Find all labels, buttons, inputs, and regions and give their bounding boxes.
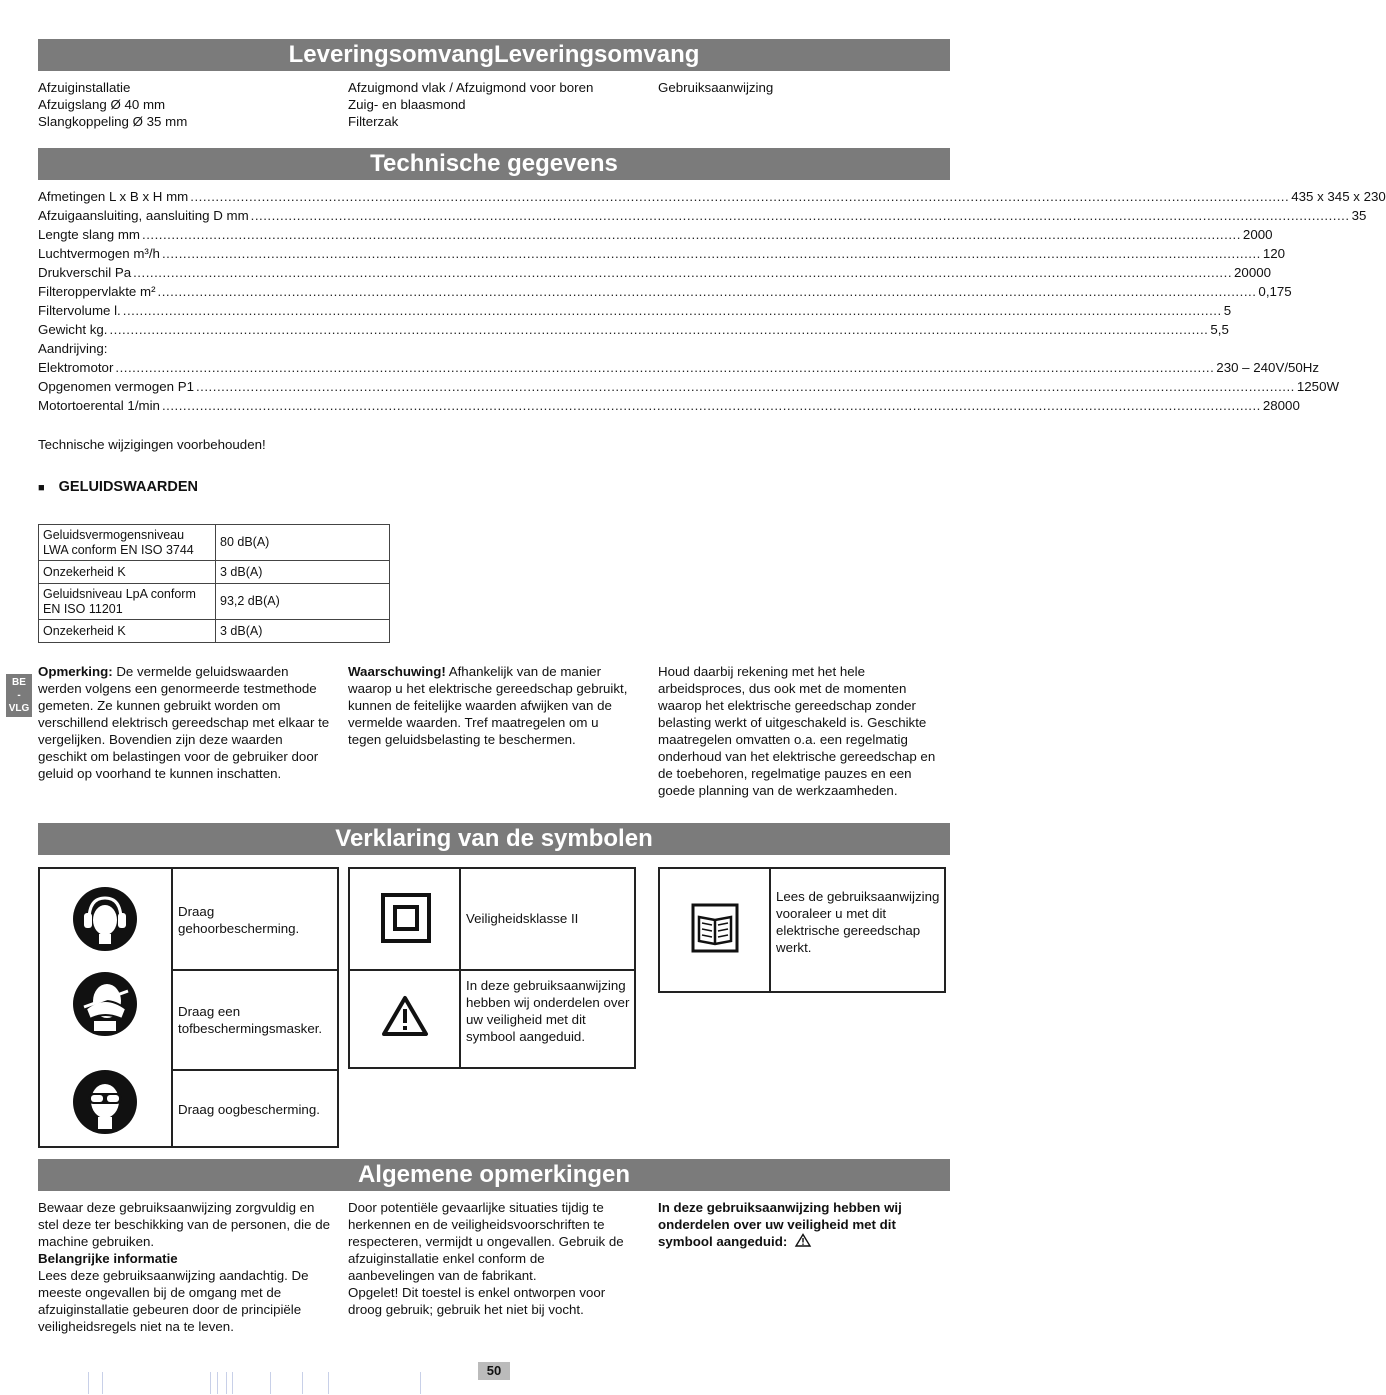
spec-row xyxy=(38,225,1273,244)
general-paragraph-2 xyxy=(348,1199,634,1318)
table-cell-key: Geluidsniveau LpA conform EN ISO 11201 xyxy=(39,584,216,620)
dust-mask-icon xyxy=(72,971,138,1037)
symbols-box-manual xyxy=(658,867,946,993)
square-bullet-icon: ■ xyxy=(38,482,45,494)
safety-class-ii-icon xyxy=(381,893,431,943)
noise-heading xyxy=(38,479,198,497)
table-cell-key: Geluidsvermogensniveau LWA conform EN ISO 3744 xyxy=(39,525,216,561)
spec-value: 1250W xyxy=(1296,379,1340,394)
delivery-item: Gebruiksaanwijzing xyxy=(658,80,774,95)
delivery-item: Slangkoppeling Ø 35 mm xyxy=(38,114,188,129)
table-cell-key: Onzekerheid K xyxy=(39,561,216,584)
spec-leader: ...................................................................................................................................................................................................................................................................... xyxy=(122,303,1222,318)
spec-label: Aandrijving: xyxy=(38,341,108,356)
symbols-box-ppe xyxy=(38,867,339,1148)
table-cell-value: 80 dB(A) xyxy=(216,525,390,561)
spec-row xyxy=(38,206,1367,225)
spec-label: Lengte slang mm xyxy=(38,227,140,242)
language-side-tab xyxy=(6,674,32,717)
section-header-symbols: Verklaring van de symbolen xyxy=(38,823,950,855)
read-manual-icon xyxy=(691,903,739,953)
section-header-technical: Technische gegevens xyxy=(38,148,950,180)
table-row xyxy=(39,561,390,584)
ear-protection-label: Draag gehoorbescherming. xyxy=(178,904,300,936)
spec-leader: ...................................................................................................................................................................................................................................................................... xyxy=(115,360,1215,375)
spec-label: Opgenomen vermogen P1 xyxy=(38,379,194,394)
delivery-column-2 xyxy=(348,79,648,130)
side-tab-line: VLG xyxy=(8,703,30,714)
table-row xyxy=(39,584,390,620)
general-paragraph-3 xyxy=(658,1199,948,1250)
symbols-box-safety xyxy=(348,867,636,1069)
section-header-delivery: LeveringsomvangLeveringsomvang xyxy=(38,39,950,71)
general-text: Door potentiële gevaarlijke situaties tijdig te herkennen en de veiligheidsvoorschriften te respecteren, vermijdt u ongevallen. Gebruik de afzuiginstallatie enkel conform de aanbevelingen van de fabrikant. xyxy=(348,1200,624,1283)
spec-value: 35 xyxy=(1351,208,1367,223)
important-info-heading: Belangrijke informatie xyxy=(38,1251,178,1266)
technical-note: Technische wijzigingen voorbehouden! xyxy=(38,437,266,452)
table-cell-value: 3 dB(A) xyxy=(216,620,390,643)
delivery-item: Afzuigslang Ø 40 mm xyxy=(38,97,166,112)
spec-leader: ...................................................................................................................................................................................................................................................................... xyxy=(133,265,1233,280)
divider xyxy=(350,969,634,971)
divider xyxy=(459,869,461,1067)
spec-row xyxy=(38,187,1386,206)
safety-class-label: Veiligheidsklasse II xyxy=(466,911,579,926)
divider xyxy=(171,969,337,971)
warning-text: Afhankelijk van de manier waarop u het elektrische gereedschap gebruikt, kunnen de feitelijke waarden afwijken van de vermelde waarden. Tref maatregelen om u tegen geluidsbelasting te beschermen. xyxy=(348,664,628,747)
spec-label: Motortoerental 1/min xyxy=(38,398,160,413)
spec-row xyxy=(38,396,1300,415)
spec-label: Gewicht kg. xyxy=(38,322,108,337)
remark-bold: Opmerking: xyxy=(38,664,113,679)
spec-value: 120 xyxy=(1262,246,1286,261)
side-tab-line: BE xyxy=(12,677,26,688)
mask-label: Draag een tofbeschermingsmasker. xyxy=(178,1004,323,1036)
spec-value: 0,175 xyxy=(1258,284,1292,299)
spec-row xyxy=(38,263,1272,282)
spec-value: 230 – 240V/50Hz xyxy=(1216,360,1320,375)
hearing-protection-icon xyxy=(72,886,138,952)
spec-value: 28000 xyxy=(1262,398,1300,413)
spec-label: Filteroppervlakte m² xyxy=(38,284,156,299)
divider xyxy=(769,869,771,991)
spec-label: Elektromotor xyxy=(38,360,114,375)
spec-row xyxy=(38,301,1232,320)
spec-row xyxy=(38,377,1340,396)
side-tab-line: - xyxy=(17,690,21,701)
delivery-item: Afzuigmond vlak / Afzuigmond voor boren xyxy=(348,80,594,95)
general-text: Bewaar deze gebruiksaanwijzing zorgvuldig en stel deze ter beschikking van de personen, die de machine gebruiken. xyxy=(38,1200,330,1249)
consider-paragraph: Houd daarbij rekening met het hele arbeidsproces, dus ook met de momenten waarop het elektrische gereedschap zonder belasting werkt of uitgeschakeld is. Geschikte maatregelen omvatten o.a. een regelmatig onderhoud van het elektrische gereedschap en de toebehoren, regelmatige pauzes en een goede planning van de werkzaamheden. xyxy=(658,664,936,798)
general-text: Opgelet! Dit toestel is enkel ontworpen voor droog gebruik; gebruik het niet bij vocht. xyxy=(348,1285,606,1317)
eye-protection-icon xyxy=(72,1069,138,1135)
spec-row xyxy=(38,339,948,358)
remark-paragraph xyxy=(38,663,330,782)
table-row xyxy=(39,525,390,561)
print-marks xyxy=(80,1372,480,1394)
remark-text: De vermelde geluidswaarden werden volgens een genormeerde testmethode gemeten. Ze kunnen gebruikt worden om verschillend elektrisch gereedschap met elkaar te vergelijken. Bovendien zijn deze waarden geschikt om belastingen voor de gebruiker door geluid op voorhand te kunnen inschatten. xyxy=(38,664,330,781)
general-text: In deze gebruiksaanwijzing hebben wij onderdelen over uw veiligheid met dit symbool aangeduid: xyxy=(658,1200,902,1249)
spec-label: Luchtvermogen m³/h xyxy=(38,246,160,261)
read-manual-label: Lees de gebruiksaanwijzing vooraleer u met dit elektrische gereedschap werkt. xyxy=(776,889,940,955)
spec-label: Afzuigaansluiting, aansluiting D mm xyxy=(38,208,249,223)
spec-leader: ...................................................................................................................................................................................................................................................................... xyxy=(157,284,1257,299)
noise-table xyxy=(38,524,390,643)
warning-triangle-icon xyxy=(381,995,429,1037)
spec-leader: ...................................................................................................................................................................................................................................................................... xyxy=(142,227,1241,242)
table-cell-value: 3 dB(A) xyxy=(216,561,390,584)
delivery-item: Afzuiginstallatie xyxy=(38,80,131,95)
table-cell-key: Onzekerheid K xyxy=(39,620,216,643)
divider xyxy=(171,869,173,1146)
spec-row xyxy=(38,244,1286,263)
divider xyxy=(171,1069,337,1071)
spec-leader: ...................................................................................................................................................................................................................................................................... xyxy=(250,208,1350,223)
spec-value: 435 x 345 x 230 xyxy=(1291,189,1386,204)
spec-leader: ...................................................................................................................................................................................................................................................................... xyxy=(109,322,1209,337)
spec-row xyxy=(38,320,1229,339)
page-number: 50 xyxy=(478,1362,510,1380)
warning-symbol-label: In deze gebruiksaanwijzing hebben wij onderdelen over uw veiligheid met dit symbool aangeduid. xyxy=(466,978,630,1044)
spec-leader: ...................................................................................................................................................................................................................................................................... xyxy=(190,189,1290,204)
spec-value: 2000 xyxy=(1242,227,1273,242)
general-text: Lees deze gebruiksaanwijzing aandachtig. De meeste ongevallen bij de omgang met de afzuiginstallatie gebeuren door de principiële veiligheidsregels niet na te leven. xyxy=(38,1268,309,1334)
delivery-item: Zuig- en blaasmond xyxy=(348,97,466,112)
delivery-column-3 xyxy=(658,79,958,96)
noise-title: GELUIDSWAARDEN xyxy=(58,479,199,495)
eye-protection-label: Draag oogbescherming. xyxy=(178,1102,320,1117)
section-header-general: Algemene opmerkingen xyxy=(38,1159,950,1191)
spec-row xyxy=(38,358,1320,377)
spec-label: Filtervolume l. xyxy=(38,303,121,318)
spec-value: 5,5 xyxy=(1210,322,1229,337)
table-row xyxy=(39,620,390,643)
delivery-item: Filterzak xyxy=(348,114,399,129)
table-cell-value: 93,2 dB(A) xyxy=(216,584,390,620)
spec-label: Drukverschil Pa xyxy=(38,265,132,280)
warning-bold: Waarschuwing! xyxy=(348,664,446,679)
spec-value: 5 xyxy=(1223,303,1232,318)
spec-row xyxy=(38,282,1292,301)
spec-label: Afmetingen L x B x H mm xyxy=(38,189,189,204)
spec-leader: ...................................................................................................................................................................................................................................................................... xyxy=(161,246,1261,261)
warning-paragraph xyxy=(348,663,634,748)
warning-triangle-icon xyxy=(795,1233,811,1247)
spec-value: 20000 xyxy=(1234,265,1272,280)
spec-leader: ...................................................................................................................................................................................................................................................................... xyxy=(161,398,1261,413)
delivery-column-1 xyxy=(38,79,338,130)
general-paragraph-1 xyxy=(38,1199,330,1335)
spec-leader: ...................................................................................................................................................................................................................................................................... xyxy=(195,379,1295,394)
